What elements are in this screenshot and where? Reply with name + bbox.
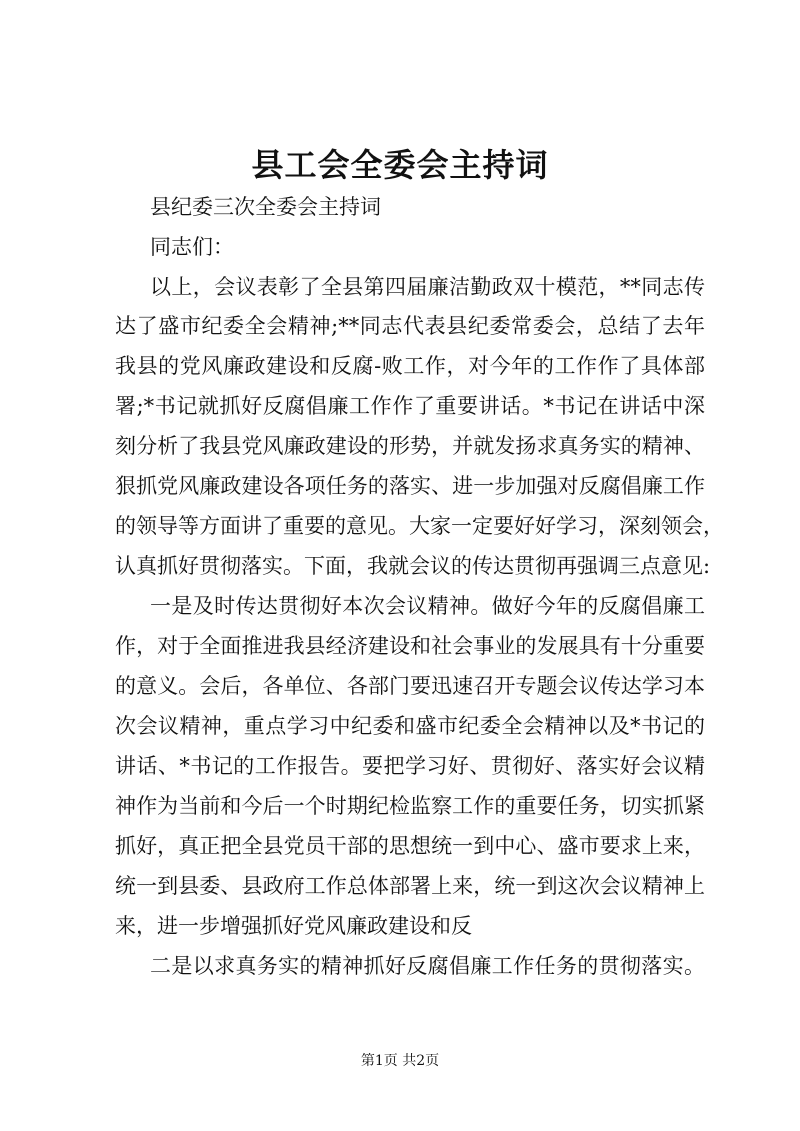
- page-footer: 第1页 共2页: [360, 1053, 440, 1069]
- paragraph-line: 的意义。会后，各单位、各部门要迅速召开专题会议传达学习本: [115, 674, 705, 698]
- paragraph-line: 次会议精神，重点学习中纪委和盛市纪委全会精神以及*书记的: [115, 714, 705, 738]
- paragraph-line: 我县的党风廉政建设和反腐-败工作，对今年的工作作了具体部: [115, 354, 705, 378]
- paragraph-line: 抓好，真正把全县党员干部的思想统一到中心、盛市要求上来，: [115, 834, 705, 858]
- paragraph-line: 狠抓党风廉政建设各项任务的落实、进一步加强对反腐倡廉工作: [115, 474, 705, 498]
- paragraph-line: 一是及时传达贯彻好本次会议精神。做好今年的反腐倡廉工: [150, 594, 705, 618]
- paragraph-line: 来，进一步增强抓好党风廉政建设和反: [115, 914, 472, 938]
- subtitle: 县纪委三次全委会主持词: [150, 195, 381, 219]
- paragraph-line: 讲话、*书记的工作报告。要把学习好、贯彻好、落实好会议精: [115, 754, 705, 778]
- paragraph-line: 以上，会议表彰了全县第四届廉洁勤政双十模范，**同志传: [150, 275, 705, 299]
- paragraph-line: 作，对于全面推进我县经济建设和社会事业的发展具有十分重要: [115, 634, 705, 658]
- paragraph-line: 二是以求真务实的精神抓好反腐倡廉工作任务的贯彻落实。: [150, 954, 705, 978]
- paragraph-line: 认真抓好贯彻落实。下面，我就会议的传达贯彻再强调三点意见:: [115, 554, 711, 578]
- page-title: 县工会全委会主持词: [251, 146, 549, 184]
- paragraph-line: 达了盛市纪委全会精神;**同志代表县纪委常委会，总结了去年: [115, 314, 705, 338]
- paragraph-line: 神作为当前和今后一个时期纪检监察工作的重要任务，切实抓紧: [115, 794, 705, 818]
- paragraph-line: 署;*书记就抓好反腐倡廉工作作了重要讲话。*书记在讲话中深: [115, 394, 705, 418]
- paragraph-line: 统一到县委、县政府工作总体部署上来，统一到这次会议精神上: [115, 874, 705, 898]
- paragraph-line: 的领导等方面讲了重要的意见。大家一定要好好学习，深刻领会，: [115, 514, 724, 538]
- salutation: 同志们：: [150, 235, 234, 259]
- paragraph-line: 刻分析了我县党风廉政建设的形势，并就发扬求真务实的精神、: [115, 434, 705, 458]
